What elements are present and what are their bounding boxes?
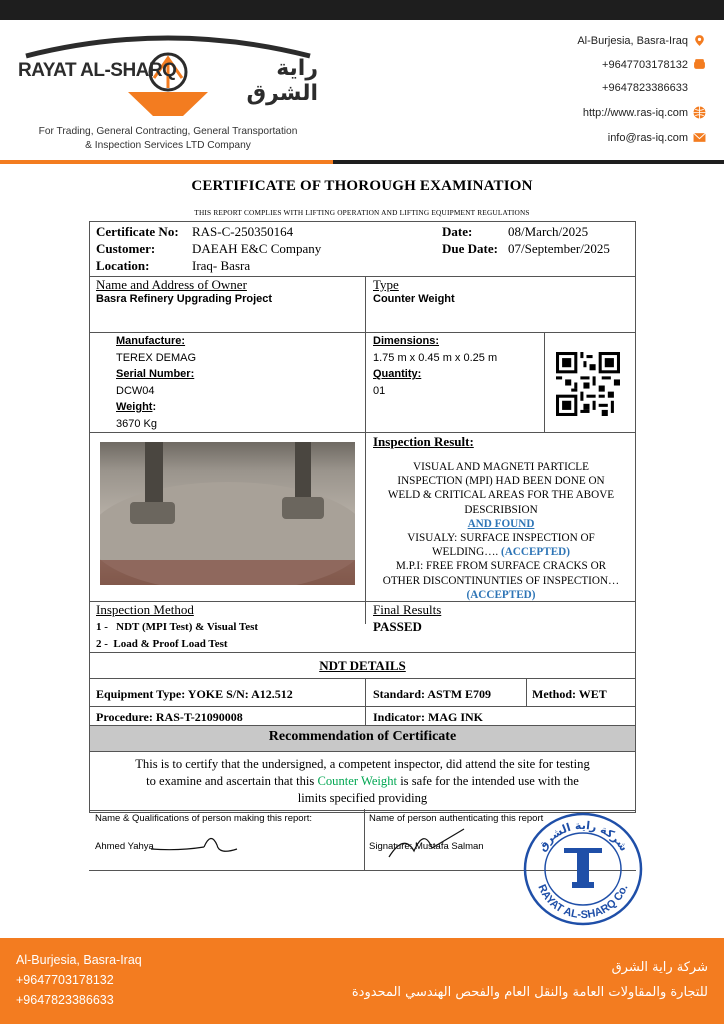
row-divider bbox=[90, 678, 635, 679]
contact-email-text[interactable]: info@ras-iq.com bbox=[607, 131, 688, 144]
final-results-label-text: Final Results bbox=[373, 602, 442, 617]
contact-phone-2 bbox=[602, 82, 688, 94]
signature-left-label: Name & Qualifications of person making this report: bbox=[95, 813, 313, 824]
inspector-signature-icon bbox=[149, 831, 239, 861]
header-divider bbox=[0, 160, 724, 164]
owner-value: Basra Refinery Upgrading Project bbox=[96, 293, 273, 305]
authenticator-signature-icon bbox=[384, 823, 474, 863]
result-line: VISUAL AND MAGNETI PARTICLE bbox=[413, 461, 589, 473]
result-line: M.P.I: FREE FROM SURFACE CRACKS OR bbox=[395, 560, 607, 573]
ndt-procedure: Procedure: RAS-T-21090008 bbox=[96, 710, 243, 724]
row-divider bbox=[90, 706, 635, 707]
phone-icon bbox=[693, 58, 706, 71]
manufacture-value: TEREX DEMAG bbox=[116, 352, 197, 364]
row-divider bbox=[90, 751, 635, 752]
cert-no-label: Certificate No: bbox=[96, 224, 179, 239]
logo-text-ar: راية الشرق bbox=[246, 56, 318, 106]
manufacture-label: Manufacture: bbox=[116, 335, 186, 347]
final-results-value: PASSED bbox=[373, 619, 422, 634]
footer-contact bbox=[16, 950, 142, 1010]
recommendation-text bbox=[90, 756, 635, 807]
contact-website-text[interactable]: http://www.ras-iq.com bbox=[582, 106, 688, 119]
footer-company-ar: شركة راية الشرق bbox=[611, 960, 708, 975]
dimensions-label: Dimensions: bbox=[373, 335, 440, 347]
contact-address bbox=[577, 34, 706, 47]
column-divider bbox=[526, 678, 527, 706]
method-item-1 bbox=[96, 621, 258, 633]
contact-phone-1 bbox=[602, 58, 706, 71]
globe-icon bbox=[693, 106, 706, 119]
contact-website[interactable] bbox=[583, 106, 706, 119]
footer-address: Al-Burjesia, Basra-Iraq bbox=[16, 953, 142, 967]
dimensions-value: 1.75 m x 0.45 m x 0.25 m bbox=[373, 352, 498, 364]
row-divider bbox=[90, 432, 635, 433]
result-found: AND FOUND bbox=[467, 517, 535, 530]
stamp-top-text: شركة راية الشرق bbox=[535, 818, 631, 854]
quantity-value: 01 bbox=[373, 385, 386, 397]
location-value: Iraq- Basra bbox=[192, 258, 251, 273]
row-divider bbox=[90, 332, 635, 333]
date-value: 08/March/2025 bbox=[508, 224, 589, 239]
method-label-text: Inspection Method bbox=[96, 602, 194, 617]
recommendation-line: This is to certify that the undersigned, a competent inspector, did attend the site for testing bbox=[135, 757, 590, 771]
signature-right-label: Name of person authenticating this report bbox=[369, 813, 544, 824]
footer-description-ar: للتجارة والمقاولات العامة والنقل العام والفحص الهندسي المحدودة bbox=[351, 985, 708, 1000]
inspection-result-label-text: Inspection Result bbox=[373, 434, 470, 449]
logo-text-en: RAYAT AL-SHARQ bbox=[18, 60, 177, 81]
qr-code-icon[interactable] bbox=[556, 352, 620, 416]
company-logo bbox=[18, 28, 318, 118]
column-divider bbox=[365, 276, 366, 624]
result-line: WELD & CRITICAL AREAS FOR THE ABOVE bbox=[387, 489, 615, 502]
contact-phone-2-text: +9647823386633 bbox=[602, 82, 688, 94]
equipment-type-highlight: Counter Weight bbox=[317, 774, 398, 788]
result-line: INSPECTION (MPI) HAD BEEN DONE ON bbox=[397, 475, 605, 488]
due-date-value: 07/September/2025 bbox=[508, 241, 610, 256]
authenticator-name: Signature: Mustafa Salman bbox=[369, 841, 484, 852]
certificate-table bbox=[89, 221, 636, 813]
accepted-badge: (ACCEPTED) bbox=[466, 588, 536, 601]
mail-icon bbox=[693, 131, 706, 144]
serial-value: DCW04 bbox=[116, 385, 155, 397]
inspection-result-text bbox=[370, 460, 632, 602]
contact-address-text: Al-Burjesia, Basra-Iraq bbox=[577, 34, 688, 47]
method-item-text: NDT (MPI Test) & Visual Test bbox=[116, 621, 259, 633]
row-divider bbox=[90, 652, 635, 653]
quantity-label: Quantity: bbox=[373, 368, 422, 380]
cert-no-value: RAS-C-250350164 bbox=[192, 224, 294, 239]
recommendation-line: limits specified providing bbox=[297, 791, 428, 805]
document-title: CERTIFICATE OF THOROUGH EXAMINATION bbox=[191, 178, 533, 194]
owner-label bbox=[96, 277, 247, 293]
inspector-name: Ahmed Yahya bbox=[95, 841, 154, 852]
result-line: VISUALY: SURFACE INSPECTION OF bbox=[407, 532, 595, 545]
recommendation-line: is safe for the intended use with the bbox=[400, 774, 579, 788]
result-line: OTHER DISCONTINUNTIES OF INSPECTION… bbox=[382, 574, 620, 587]
recommendation-title: Recommendation of Certificate bbox=[268, 729, 457, 744]
owner-label-text: Name and Address of Owner bbox=[96, 277, 247, 292]
accepted-badge: (ACCEPTED) bbox=[500, 546, 570, 559]
weight-value: 3670 Kg bbox=[116, 418, 157, 430]
weight-label: Weight: bbox=[116, 401, 157, 413]
type-label-text: Type bbox=[373, 277, 399, 292]
serial-label: Serial Number: bbox=[116, 368, 195, 380]
method-item-num: 2 - bbox=[96, 638, 108, 650]
column-divider bbox=[365, 678, 366, 726]
qr-divider bbox=[544, 332, 545, 432]
ndt-indicator: Indicator: MAG INK bbox=[373, 710, 483, 724]
ndt-equipment: Equipment Type: YOKE S/N: A12.512 bbox=[96, 687, 293, 701]
location-label: Location: bbox=[96, 258, 150, 273]
tagline-line-2: & Inspection Services LTD Company bbox=[85, 140, 251, 151]
contact-email[interactable] bbox=[608, 131, 706, 144]
date-label: Date: bbox=[442, 224, 473, 239]
inspection-result-label: Inspection Result: bbox=[373, 434, 474, 449]
method-item-2 bbox=[96, 638, 228, 650]
ndt-method: Method: WET bbox=[532, 687, 607, 701]
stamp-bottom-text: RAYAT AL-SHARQ Co. bbox=[535, 882, 631, 922]
weight-label-text: Weight bbox=[116, 401, 153, 413]
result-line: WELDING…. bbox=[432, 546, 499, 559]
top-bar bbox=[0, 0, 724, 20]
row-divider bbox=[90, 725, 635, 726]
recommendation-line: to examine and ascertain that this bbox=[146, 774, 315, 788]
method-item-text: Load & Proof Load Test bbox=[113, 638, 228, 650]
contact-phone-1-text: +9647703178132 bbox=[602, 58, 688, 71]
result-line: DESCRIBSION bbox=[464, 503, 538, 516]
method-item-num: 1 - bbox=[96, 621, 108, 633]
method-label bbox=[96, 602, 194, 618]
customer-value: DAEAH E&C Company bbox=[192, 241, 322, 256]
footer-phone-1: +9647703178132 bbox=[16, 973, 114, 987]
tagline-line-1: For Trading, General Contracting, General Transportation bbox=[38, 126, 298, 137]
footer-phone-2: +9647823386633 bbox=[16, 993, 114, 1007]
type-label bbox=[373, 277, 399, 293]
customer-label: Customer: bbox=[96, 241, 156, 256]
counter-weight-image bbox=[100, 442, 355, 585]
final-results-label bbox=[373, 602, 441, 618]
location-pin-icon bbox=[693, 34, 706, 47]
equipment-photo bbox=[100, 442, 355, 585]
company-stamp-icon bbox=[522, 810, 644, 928]
ndt-standard: Standard: ASTM E709 bbox=[373, 687, 492, 701]
ndt-details-title: NDT DETAILS bbox=[319, 658, 406, 673]
document-subtitle: THIS REPORT COMPLIES WITH LIFTING OPERATION AND LIFTING EQUIPMENT REGULATIONS bbox=[194, 208, 530, 217]
due-date-label: Due Date: bbox=[442, 241, 498, 256]
column-divider bbox=[364, 809, 365, 871]
type-value: Counter Weight bbox=[373, 293, 455, 305]
company-tagline bbox=[18, 125, 318, 153]
